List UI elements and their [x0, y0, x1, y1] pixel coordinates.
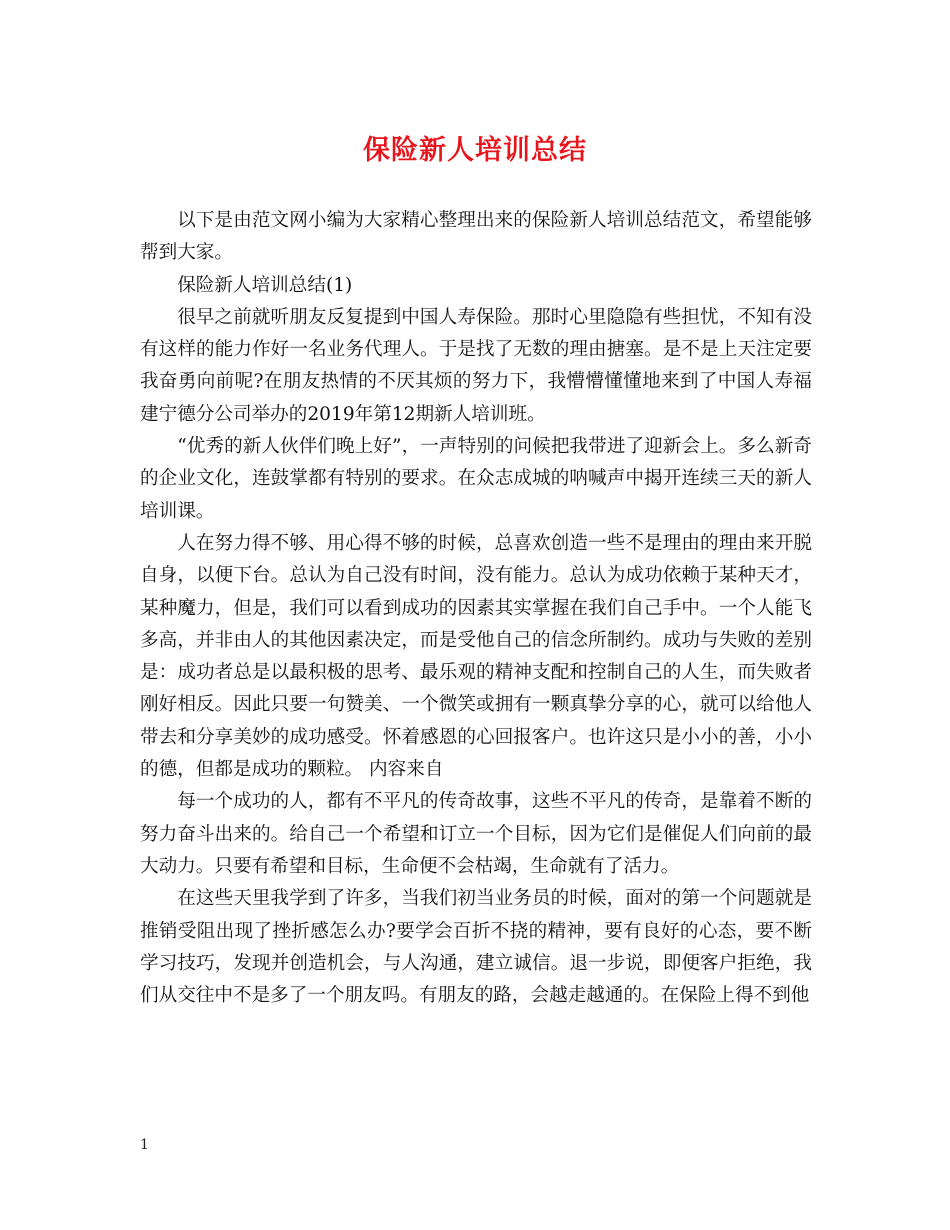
section-heading: 保险新人培训总结(1)	[177, 274, 353, 296]
intro-paragraph: 以下是由范文网小编为大家精心整理出来的保险新人培训总结范文，希望能够帮到大家。	[140, 210, 812, 264]
body-paragraph: 在这些天里我学到了许多，当我们初当业务员的时候，面对的第一个问题就是推销受阻出现了挫折感怎么办?要学会百折不挠的精神，要有良好的心态，要不断学习技巧，发现并创造机会，与人沟通，建立诚信。退一步说，即便客户拒绝，我们从交往中不是多了一个朋友吗。有朋友的路，会越走越通的。在保险上得不到他	[140, 888, 812, 1007]
document-title: 保险新人培训总结	[363, 135, 587, 166]
body-paragraph: 人在努力得不够、用心得不够的时候，总喜欢创造一些不是理由的理由来开脱自身，以便下台。总认为自己没有时间，没有能力。总认为成功依赖于某种天才，某种魔力，但是，我们可以看到成功的因素其实掌握在我们自己手中。一个人能飞多高，并非由人的其他因素决定，而是受他自己的信念所制约。成功与失败的差别是：成功者总是以最积极的思考、最乐观的精神支配和控制自己的人生，而失败者刚好相反。因此只要一句赞美、一个微笑或拥有一颗真挚分享的心，就可以给他人带去和分享美妙的成功感受。怀着感恩的心回报客户。也许这只是小小的善，小小的德，但都是成功的颗粒。 内容来自	[140, 532, 812, 781]
document-body	[140, 205, 812, 1012]
body-paragraph: “优秀的新人伙伴们晚上好”，一声特别的问候把我带进了迎新会上。多么新奇的企业文化，连鼓掌都有特别的要求。在众志成城的呐喊声中揭开连续三天的新人培训课。	[140, 436, 812, 522]
body-paragraph: 每一个成功的人，都有不平凡的传奇故事，这些不平凡的传奇，是靠着不断的努力奋斗出来的。给自己一个希望和订立一个目标，因为它们是催促人们向前的最大动力。只要有希望和目标，生命便不会枯竭，生命就有了活力。	[140, 791, 812, 877]
page-number: 1	[140, 1137, 149, 1153]
body-paragraph: 很早之前就听朋友反复提到中国人寿保险。那时心里隐隐有些担忧，不知有没有这样的能力作好一名业务代理人。于是找了无数的理由搪塞。是不是上天注定要我奋勇向前呢?在朋友热情的不厌其烦的努力下，我懵懵懂懂地来到了中国人寿福建宁德分公司举办的2019年第12期新人培训班。	[140, 306, 812, 425]
